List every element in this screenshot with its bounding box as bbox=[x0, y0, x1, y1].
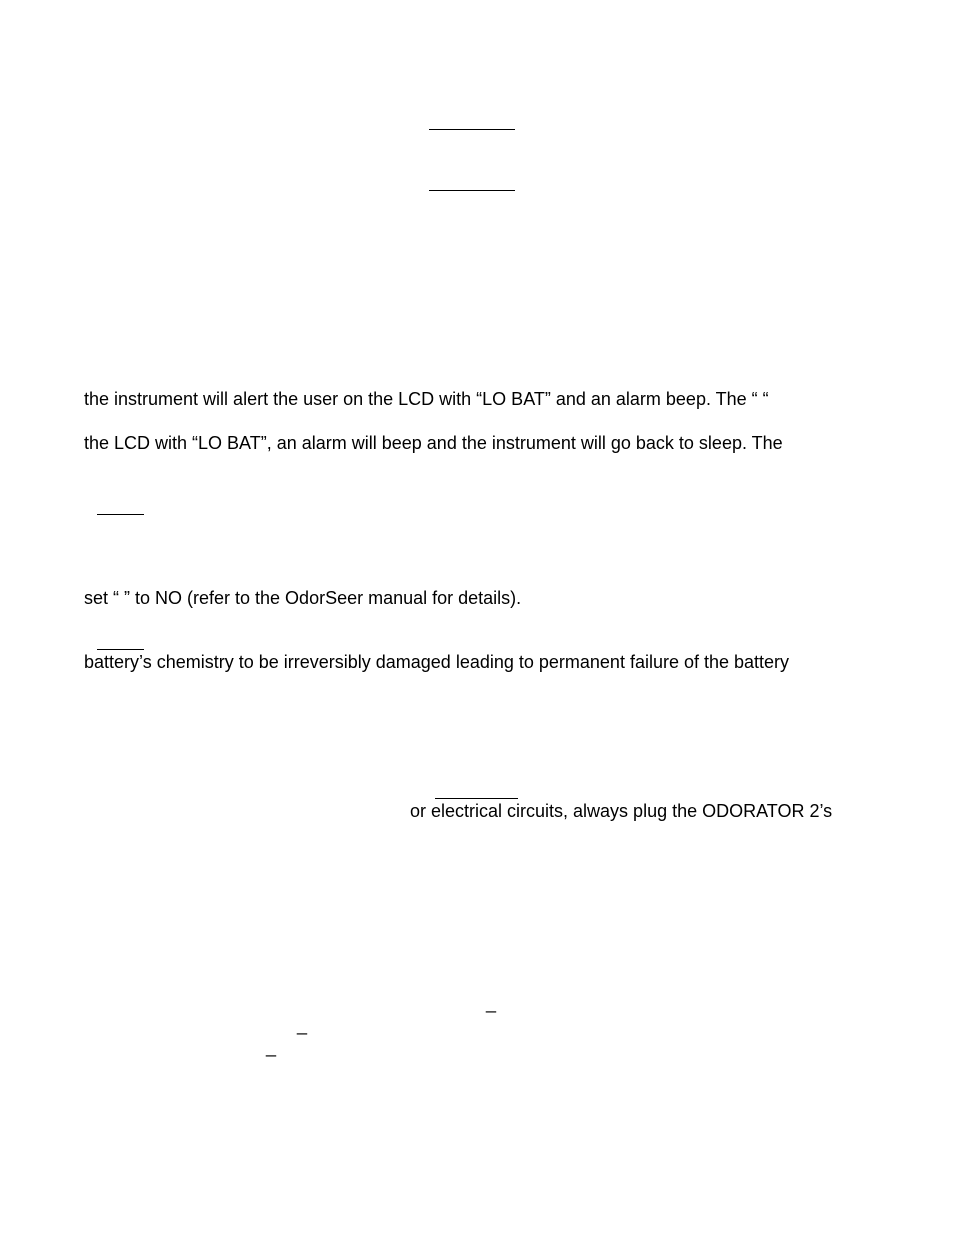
text-line-2: the LCD with “LO BAT”, an alarm will beep and the instrument will go back to sleep. The bbox=[84, 433, 783, 453]
warning-underline bbox=[435, 798, 518, 799]
header-underline-2 bbox=[429, 190, 515, 191]
dash-mark-2: _ bbox=[297, 1015, 308, 1035]
header-underline-1 bbox=[429, 129, 515, 130]
text-line-3: set “ ” to NO (refer to the OdorSeer manual for details). bbox=[84, 588, 522, 608]
text-line-1: the instrument will alert the user on the LCD with “LO BAT” and an alarm beep. The “ “ bbox=[84, 389, 769, 409]
text-line-5: or electrical circuits, always plug the ODORATOR 2’s bbox=[410, 801, 833, 821]
dash-mark-3: _ bbox=[266, 1037, 277, 1057]
dash-mark-1: _ bbox=[486, 993, 497, 1013]
text-line-4: battery’s chemistry to be irreversibly damaged leading to permanent failure of the battery bbox=[84, 652, 790, 672]
note-underline-2 bbox=[97, 649, 144, 650]
note-underline-1 bbox=[97, 514, 144, 515]
